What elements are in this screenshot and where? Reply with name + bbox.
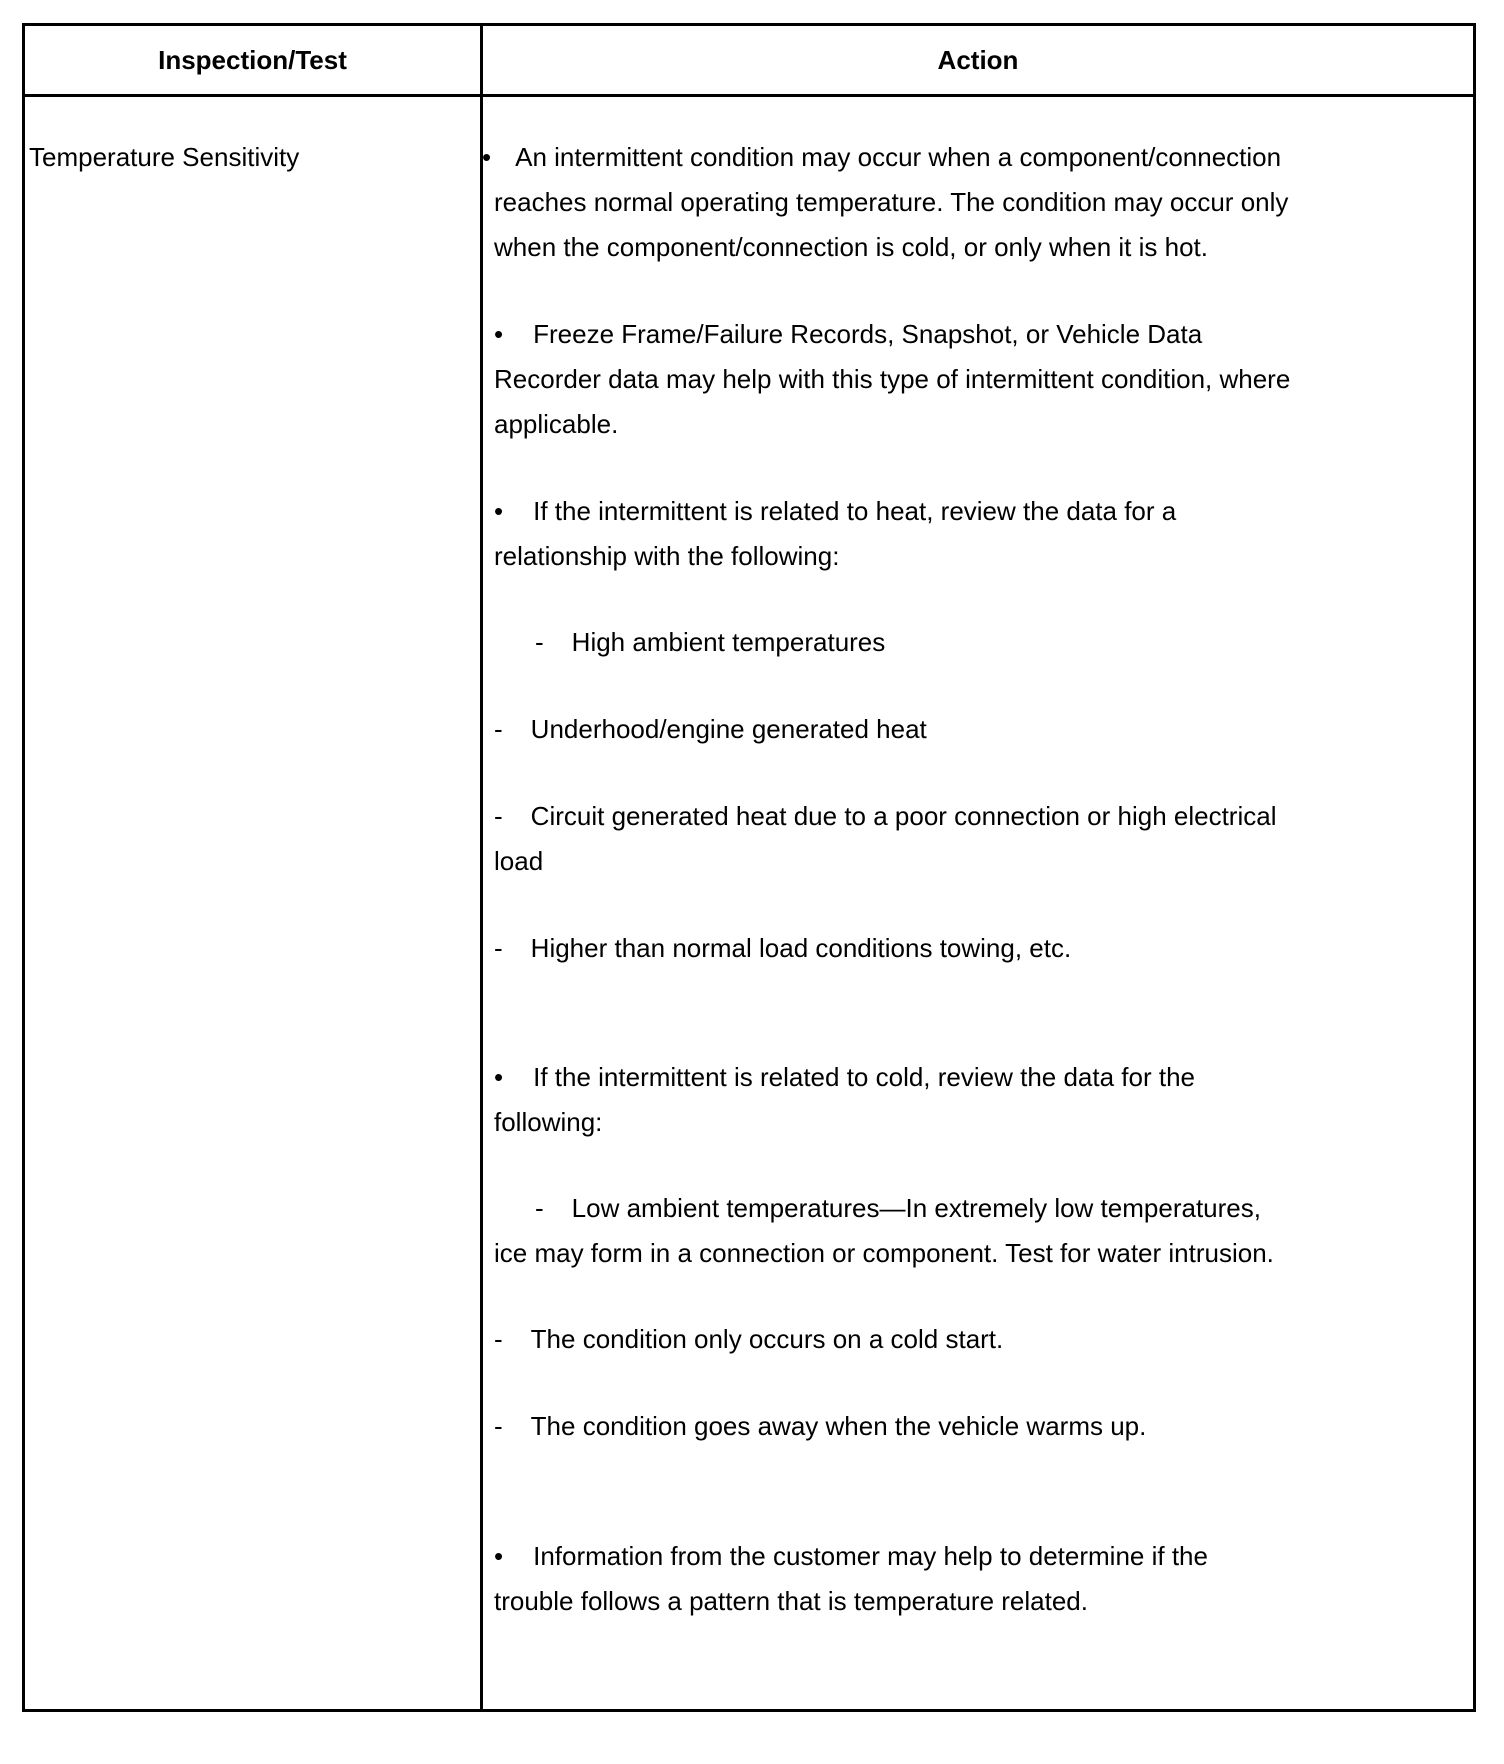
header-action: Action <box>937 44 1019 75</box>
action-line: The condition goes away when the vehicle warms up. <box>530 1411 1147 1441</box>
action-line: If the intermittent is related to cold, review the data for the <box>533 1062 1196 1092</box>
action-item <box>482 135 1288 270</box>
action-line: Circuit generated heat due to a poor connection or high electrical <box>530 801 1277 831</box>
bullet-marker: • <box>494 319 504 349</box>
action-line: ice may form in a connection or component. Test for water intrusion. <box>494 1238 1274 1268</box>
action-line: reaches normal operating temperature. The condition may occur only <box>494 187 1289 217</box>
action-line: trouble follows a pattern that is temperature related. <box>494 1586 1088 1616</box>
action-line: Information from the customer may help to determine if the <box>533 1541 1208 1571</box>
bullet-marker: • <box>494 496 504 526</box>
action-line: Higher than normal load conditions towing, etc. <box>530 933 1072 963</box>
action-line: load <box>494 846 544 876</box>
inspection-table <box>22 23 1476 1712</box>
action-line: Recorder data may help with this type of intermittent condition, where <box>494 364 1291 394</box>
bullet-marker: • <box>494 1062 504 1092</box>
row-label-temperature-sensitivity: Temperature Sensitivity <box>29 142 300 172</box>
dash-marker: - <box>494 933 503 963</box>
action-line: Freeze Frame/Failure Records, Snapshot, or Vehicle Data <box>533 319 1203 349</box>
action-item <box>494 1186 1274 1276</box>
action-line: relationship with the following: <box>494 541 840 571</box>
action-line: If the intermittent is related to heat, review the data for a <box>533 496 1177 526</box>
dash-marker: - <box>494 714 503 744</box>
action-line: High ambient temperatures <box>571 627 886 657</box>
action-line: An intermittent condition may occur when a component/connection <box>515 142 1282 172</box>
action-line: Low ambient temperatures—In extremely low temperatures, <box>571 1193 1261 1223</box>
bullet-marker: • <box>494 1541 504 1571</box>
column-divider <box>480 26 483 1709</box>
dash-marker: - <box>535 627 544 657</box>
header-rule <box>25 94 1473 97</box>
action-line: The condition only occurs on a cold start. <box>530 1324 1004 1354</box>
action-item <box>494 1404 1146 1449</box>
header-inspection-test: Inspection/Test <box>158 44 347 75</box>
action-line: when the component/connection is cold, or only when it is hot. <box>494 232 1208 262</box>
dash-marker: - <box>494 801 503 831</box>
action-item <box>494 312 1290 447</box>
action-item <box>494 1317 1003 1362</box>
dash-marker: - <box>535 1193 544 1223</box>
action-item <box>494 926 1071 971</box>
dash-marker: - <box>494 1324 503 1354</box>
dash-marker: - <box>494 1411 503 1441</box>
action-item <box>494 1055 1195 1145</box>
action-line: Underhood/engine generated heat <box>530 714 927 744</box>
action-item <box>494 707 927 752</box>
action-line: applicable. <box>494 409 619 439</box>
action-item <box>494 794 1276 884</box>
bullet-marker: • <box>482 142 492 172</box>
action-item <box>535 620 885 665</box>
action-item <box>494 1534 1208 1624</box>
action-line: following: <box>494 1107 603 1137</box>
action-item <box>494 489 1176 579</box>
